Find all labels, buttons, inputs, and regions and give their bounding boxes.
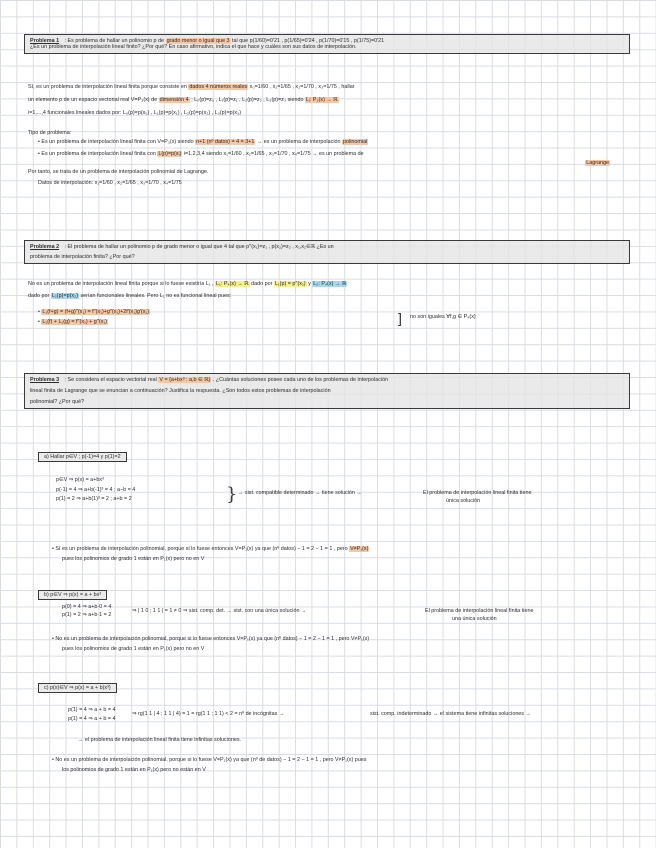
problem-type-label: Tipo de problema: [28,130,72,136]
case-a-conclusion-1: El problema de interpolación lineal finita tiene [423,490,532,496]
solution-1-line-3: i=1,...,4 funcionales lineales dados por: L₀(p)=p(x₀) , L₁(p)=p(x₁) , L₂(p)=p(x₂) , L₃(p)=p(x₃) [28,110,242,116]
case-c-matrix: ⇒ rg(1 1 | 4 ; 1 1 | 4) = 1 = rg(1 1 ; 1 1) < 2 = nº de incógnitas → [132,711,285,717]
case-b [62,604,628,620]
problem-1-highlight: grado menor o igual que 3 [166,38,230,44]
problem-1-text-2: tal que p(1/60)=0'21 , p(1/65)=0'24 , p(1/70)=0'15 , p(1/75)=0'21 [232,38,385,44]
solution-2 [28,281,630,329]
solution-2-line-2b: serían funcionales lineales. Pero L₁ no es funcional lineal pues: [80,293,232,299]
problem-3-line-2: lineal finita de Lagrange que se enuncian a continuación? Justifica la respuesta. ¿Son todos estos problemas de interpolación [30,388,331,394]
case-a [56,477,626,505]
solution-2-conclusion: no son iguales ∀f,g ∈ P₄(x) [410,314,476,320]
case-c-line-2: → el problema de interpolación lineal finita tiene infinitas soluciones. [78,737,242,743]
problem-3-highlight: V = {a+bx³ : a,b ∈ ℝ} [159,377,211,383]
solution-2-eq-1 [28,309,630,319]
problem-3-statement [24,373,630,409]
solution-2-eq-1-text: L₁(f+g) = (f+g)''(x₁) = f''(x₁)+g''(x₁)+2f'(x₁)g'(x₁) [42,309,150,315]
problem-3-label: Problema 3 [30,377,60,383]
solution-2-eq-2 [28,319,630,329]
problem-3-text: : Se considera el espacio vectorial real [64,377,157,383]
bullet-2-text: Es un problema de interpolación lineal finita con [41,151,156,157]
case-a-note-line-1: Sí es un problema de interpolación polinomial, porque si lo fuese entonces V=P₁(x) ya que (nº datos) − 1 = 2 − 1 = 1 , pero [55,546,348,552]
solution-1 [28,84,630,190]
problem-1-statement [24,34,630,54]
solution-2-line-1b: dado por [251,281,273,287]
problem-2-label: Problema 2 [30,244,60,250]
interpolation-data: Datos de interpolación: x₁=1/60 , x₂=1/65 , x₃=1/70 , x₄=1/75 [38,180,182,186]
case-a-brace: } [226,484,238,505]
case-c-note-line-2: los polinomios de grado 1 están en P₁(x) pero no están en V [62,767,206,773]
case-b-note-line-1: • No es un problema de interpolación polinomial, porque si lo fuese entonces V=P₁(x) ya que (nº datos) − 1 = 2 − 1 = 1 , pero V≠P₁(x) [52,636,626,646]
solution-1-conclusion: Por tanto, se trata de un problema de interpolación polinomial de Lagrange. [28,169,209,175]
problem-1-text: : Es problema de hallar un polinomio p de [64,38,165,44]
case-b-note [52,636,626,652]
solution-2-line-1: No es un problema de interpolación lineal finita porque si lo fuese existiría L₁ , [28,281,214,287]
problem-2-question: problema de interpolación finita? ¿Por qué? [30,254,135,260]
case-c-eq-1: p(1) = 4 ⇒ a + b = 4 [68,707,116,713]
case-b-eq-1: p(0) = 4 ⇒ a+b·0 = 4 [62,604,112,610]
solution-2-highlight-4: L₂(p)=p(x₂) [51,293,78,299]
solution-2-highlight-3: L₂: P₄(x) → ℝ [313,281,347,287]
case-b-eq-2: p(1) = 2 ⇒ a+b·1 = 2 [62,612,112,618]
bullet-2-highlight: L(p)=p(xᵢ) [158,151,182,157]
problem-type-bullet-1 [28,139,630,151]
case-a-box: a) Hallar p∈V ; p(-1)=4 y p(1)=2 [38,452,127,462]
solution-2-bracket: ] [398,310,402,326]
problem-1-question: ¿Es un problema de interpolación lineal finito? ¿Por qué? En caso afirmativo, indica el que hace y cuáles son sus datos de interpolación. [30,44,357,51]
problem-3-line-3: polinomial? ¿Por qué? [30,399,84,405]
case-c [68,707,628,743]
case-b-note-line-2: pues los polinomios de grado 1 están en P₁(x) pero no en V [62,646,205,652]
case-c-note [52,757,626,773]
case-b-conclusion-2: una única solución [452,616,497,622]
case-a-conclusion-2: única solución [446,498,481,504]
case-a-note-highlight: V≠P₁(x) [350,546,369,552]
case-b-box: b) p∈V ⇒ p(x) = a + bx³ [38,590,107,600]
case-a-note-line-2: pues los polinomios de grado 1 están en P₁(x) pero no en V [62,556,205,562]
solution-2-line-1c: y [308,281,311,287]
case-b-matrix: ⇒ | 1 0 ; 1 1 | = 1 ≠ 0 ⇒ sist. comp. det. → sist. con una única solución → [132,608,307,614]
case-b-conclusion-1: El problema de interpolación lineal finita tiene [425,608,534,614]
case-c-note-line-1: • No es un problema de interpolación polinomial, porque si lo fuese V=P₁(x) ya que (nº de datos) − 1 = 2 − 1 = 1 , pero V≠P₁(x) pues [52,757,626,767]
case-a-note [52,546,626,562]
case-a-eq-2: p(1) = 2 ⇒ a+b(1)³ = 2 ; a+b = 2 [56,496,132,502]
solution-2-highlight-1: L₁: P₄(x) → ℝ [216,281,249,287]
solution-2-highlight-2: L₁(p) = p''(x₁) [274,281,306,287]
solution-2-eq-2-text: L₁(f) + L₁(g) = f''(x₁) + g''(x₁) [42,319,107,325]
solution-1-line-1: Sí, es un problema de interpolación lineal finita porque consiste en [28,84,187,90]
bullet-1-text-2: → es un problema de interpolación [256,139,341,145]
case-a-line-0: p∈V ⇒ p(x) = a+bx³ [56,477,104,483]
solution-1-line-1b: x₀=1/60 , x₁=1/65 , x₂=1/70 , x₃=1/75 , hallar [249,84,355,90]
problem-type-bullet-2 [28,151,630,160]
solution-1-highlight-2: dimensión 4 [159,97,189,103]
case-c-eq-2: p(1) = 4 ⇒ a + b = 4 [68,716,116,722]
problem-2-statement [24,240,630,264]
solution-1-highlight-3: Lᵢ: P₃(x) → ℝ [305,97,338,103]
bullet-2-highlight-2: Lagrange [586,160,609,166]
case-a-eq-1: p(-1) = 4 ⇒ a+b(-1)³ = 4 ; a−b = 4 [56,487,136,493]
bullet-1-highlight: n+1 (nº datos) = 4 = 3+1 [196,139,255,145]
solution-1-line-2b: ; L₀(p)=z₀ , L₁(p)=z₁ , L₂(p)=z₂ , L₃(p)=z₃ siendo [191,97,304,103]
bullet-1-highlight-2: polinomial [343,139,368,145]
solution-1-line-2: un elemento p de un espacio vectorial real V=P₃(x) de [28,97,158,103]
case-a-result: → sist. compatible determinado → tiene solución → [238,490,362,496]
problem-2-text: : El problema de hallar un polinomio p de grado menor o igual que 4 tal que p''(x₁)=z₁ , p(x₂)=z₂ , x₁,x₂∈ℝ ¿Es un [64,244,334,250]
case-c-box: c) p(x)∈V ⇒ p(x) = a + b(x³) [38,683,117,693]
solution-1-highlight-1: dados 4 números reales [189,84,248,90]
solution-2-line-2: dado por [28,293,50,299]
problem-1-label: Problema 1 [30,38,60,44]
case-c-result: sist. comp. indeterminado → el sistema tiene infinitas soluciones → [370,711,531,717]
problem-3-text-2: . ¿Cuántas soluciones posee cada uno de los problemas de interpolación [212,377,389,383]
bullet-1-text: Es un problema de interpolación lineal finita con V=P₃(x) siendo [41,139,194,145]
bullet-2-text-2: i=1,2,3,4 siendo x₁=1/60 , x₂=1/65 , x₃=1/70 , x₄=1/75 → es un problema de [183,151,364,157]
